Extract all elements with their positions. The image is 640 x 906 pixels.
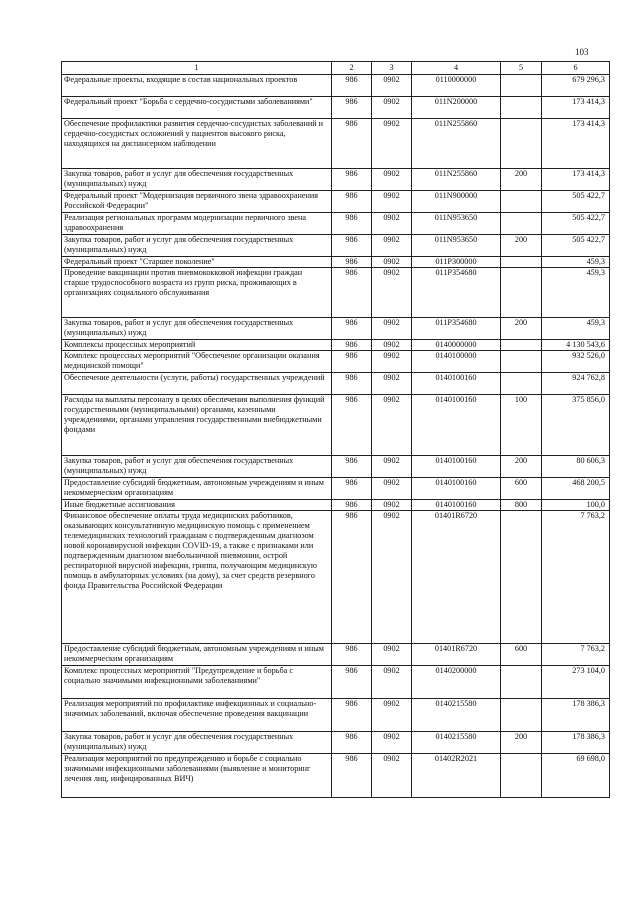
row-col-2: 986	[332, 191, 372, 213]
table-row	[62, 754, 610, 798]
table-row	[62, 666, 610, 699]
row-col-4: 011N255860	[412, 169, 501, 191]
row-col-2: 986	[332, 699, 372, 732]
row-col-6: 932 526,0	[542, 351, 610, 373]
row-col-2: 986	[332, 169, 372, 191]
column-header-3: 3	[372, 62, 412, 75]
row-col-5	[501, 75, 542, 97]
row-col-6: 178 386,3	[542, 732, 610, 754]
row-col-4: 0140100160	[412, 478, 501, 500]
column-header-4: 4	[412, 62, 501, 75]
row-col-4: 01402R2021	[412, 754, 501, 798]
row-col-5: 600	[501, 478, 542, 500]
row-col-2: 986	[332, 351, 372, 373]
row-col-3: 0902	[372, 395, 412, 456]
table-body	[62, 75, 610, 798]
row-col-6: 173 414,3	[542, 97, 610, 119]
row-col-3: 0902	[372, 318, 412, 340]
row-col-6: 178 386,3	[542, 699, 610, 732]
table-row	[62, 169, 610, 191]
row-col-2: 986	[332, 732, 372, 754]
row-col-6: 505 422,7	[542, 235, 610, 257]
row-col-4: 011N900000	[412, 191, 501, 213]
row-col-6: 4 130 543,6	[542, 340, 610, 351]
row-col-2: 986	[332, 500, 372, 511]
row-col-2: 986	[332, 340, 372, 351]
row-col-5	[501, 119, 542, 169]
row-col-4: 01401R6720	[412, 644, 501, 666]
row-col-6: 924 762,8	[542, 373, 610, 395]
row-col-3: 0902	[372, 644, 412, 666]
row-col-3: 0902	[372, 732, 412, 754]
row-col-5	[501, 511, 542, 644]
row-col-4: 0140100160	[412, 373, 501, 395]
row-col-3: 0902	[372, 666, 412, 699]
table-row	[62, 257, 610, 268]
row-col-5: 200	[501, 456, 542, 478]
row-name: Реализация мероприятий по предупреждению и борьбе с социально значимыми инфекционными заболеваниями (выявление и мониторинг лечения лиц, инфицированных ВИЧ)	[62, 754, 332, 798]
row-col-6: 505 422,7	[542, 213, 610, 235]
table-row	[62, 500, 610, 511]
row-col-4: 0110000000	[412, 75, 501, 97]
row-col-6: 7 763,2	[542, 644, 610, 666]
row-col-6: 173 414,3	[542, 169, 610, 191]
row-col-6: 679 296,3	[542, 75, 610, 97]
row-name: Закупка товаров, работ и услуг для обеспечения государственных (муниципальных) нужд	[62, 318, 332, 340]
row-col-4: 011P300000	[412, 257, 501, 268]
row-col-4: 01401R6720	[412, 511, 501, 644]
row-col-2: 986	[332, 75, 372, 97]
row-name: Комплексы процессных мероприятий	[62, 340, 332, 351]
row-name: Реализация региональных программ модернизации первичного звена здравоохранения	[62, 213, 332, 235]
row-name: Федеральный проект "Борьба с сердечно-сосудистыми заболеваниями"	[62, 97, 332, 119]
row-col-6: 468 200,5	[542, 478, 610, 500]
row-col-3: 0902	[372, 699, 412, 732]
row-col-3: 0902	[372, 257, 412, 268]
row-col-4: 011P354680	[412, 318, 501, 340]
row-col-4: 0140100160	[412, 456, 501, 478]
row-name: Комплекс процессных мероприятий "Обеспечение организации оказания медицинской помощи"	[62, 351, 332, 373]
row-col-2: 986	[332, 456, 372, 478]
row-col-6: 459,3	[542, 257, 610, 268]
table-row	[62, 191, 610, 213]
table-row	[62, 318, 610, 340]
row-col-4: 011N953650	[412, 235, 501, 257]
row-col-4: 011N200000	[412, 97, 501, 119]
row-col-3: 0902	[372, 511, 412, 644]
row-col-3: 0902	[372, 119, 412, 169]
row-col-5	[501, 213, 542, 235]
row-name: Комплекс процессных мероприятий "Предупреждение и борьба с социально значимыми инфекционными заболеваниями"	[62, 666, 332, 699]
row-col-3: 0902	[372, 191, 412, 213]
row-col-5: 800	[501, 500, 542, 511]
row-col-3: 0902	[372, 754, 412, 798]
row-col-4: 011N953650	[412, 213, 501, 235]
row-col-5: 200	[501, 235, 542, 257]
row-name: Проведение вакцинации против пневмококковой инфекции граждан старше трудоспособного возраста из групп риска, проживающих в организациях социального обслуживания	[62, 268, 332, 318]
row-col-5	[501, 373, 542, 395]
row-col-3: 0902	[372, 340, 412, 351]
row-col-6: 459,3	[542, 318, 610, 340]
row-name: Закупка товаров, работ и услуг для обеспечения государственных (муниципальных) нужд	[62, 456, 332, 478]
row-col-4: 0140200000	[412, 666, 501, 699]
table-row	[62, 235, 610, 257]
row-col-3: 0902	[372, 456, 412, 478]
column-header-2: 2	[332, 62, 372, 75]
row-col-5: 200	[501, 732, 542, 754]
row-col-2: 986	[332, 511, 372, 644]
budget-table	[61, 61, 610, 798]
row-col-4: 0140215580	[412, 732, 501, 754]
row-col-3: 0902	[372, 235, 412, 257]
row-col-5	[501, 699, 542, 732]
row-col-5	[501, 754, 542, 798]
row-col-6: 100,0	[542, 500, 610, 511]
row-col-6: 505 422,7	[542, 191, 610, 213]
row-col-3: 0902	[372, 97, 412, 119]
row-col-6: 273 104,0	[542, 666, 610, 699]
column-header-1: 1	[62, 62, 332, 75]
row-name: Закупка товаров, работ и услуг для обеспечения государственных (муниципальных) нужд	[62, 169, 332, 191]
row-name: Обеспечение профилактики развития сердечно-сосудистых заболеваний и сердечно-сосудистых осложнений у пациентов высокого риска, находящихся на диспансерном наблюдении	[62, 119, 332, 169]
row-col-3: 0902	[372, 373, 412, 395]
row-col-3: 0902	[372, 268, 412, 318]
row-col-5	[501, 351, 542, 373]
row-name: Федеральные проекты, входящие в состав национальных проектов	[62, 75, 332, 97]
row-name: Закупка товаров, работ и услуг для обеспечения государственных (муниципальных) нужд	[62, 235, 332, 257]
row-col-4: 0140100160	[412, 395, 501, 456]
row-col-2: 986	[332, 644, 372, 666]
table-row	[62, 732, 610, 754]
row-col-2: 986	[332, 318, 372, 340]
row-col-2: 986	[332, 373, 372, 395]
row-name: Обеспечение деятельности (услуги, работы) государственных учреждений	[62, 373, 332, 395]
row-name: Расходы на выплаты персоналу в целях обеспечения выполнения функций государственными (муниципальными) органами, казенными учреждениями, органами управления государственными внебюджетными фондами	[62, 395, 332, 456]
table-row	[62, 340, 610, 351]
table-row	[62, 478, 610, 500]
row-col-4: 0140100160	[412, 500, 501, 511]
row-name: Финансовое обеспечение оплаты труда медицинских работников, оказывающих консультативную медицинскую помощь с применением телемедицинских технологий гражданам с подтвержденным диагнозом новой коронавирусной инфекции COVID-19, а также с признаками или подтвержденным диагнозом внебольничной пневмонии, острой респираторной вирусной инфекции, гриппа, получающим медицинскую помощь в амбулаторных условиях (на дому), за счет средств резервного фонда Правительства Российской Федерации	[62, 511, 332, 644]
row-col-6: 173 414,3	[542, 119, 610, 169]
row-col-5: 200	[501, 318, 542, 340]
row-name: Реализация мероприятий по профилактике инфекционных и социально-значимых заболеваний, включая обеспечение проведения вакцинации	[62, 699, 332, 732]
table-row	[62, 699, 610, 732]
row-col-4: 0140215580	[412, 699, 501, 732]
row-name: Федеральный проект "Старшее поколение"	[62, 257, 332, 268]
row-col-2: 986	[332, 666, 372, 699]
row-col-3: 0902	[372, 351, 412, 373]
row-col-5: 600	[501, 644, 542, 666]
row-col-5	[501, 97, 542, 119]
column-header-6: 6	[542, 62, 610, 75]
row-name: Предоставление субсидий бюджетным, автономным учреждениям и иным некоммерческим организациям	[62, 644, 332, 666]
row-col-2: 986	[332, 97, 372, 119]
row-name: Закупка товаров, работ и услуг для обеспечения государственных (муниципальных) нужд	[62, 732, 332, 754]
table-row	[62, 268, 610, 318]
row-col-4: 011P354680	[412, 268, 501, 318]
row-col-6: 7 763,2	[542, 511, 610, 644]
row-col-5	[501, 340, 542, 351]
row-col-2: 986	[332, 213, 372, 235]
row-col-3: 0902	[372, 213, 412, 235]
table-row	[62, 97, 610, 119]
row-name: Предоставление субсидий бюджетным, автономным учреждениям и иным некоммерческим организациям	[62, 478, 332, 500]
row-col-6: 375 856,0	[542, 395, 610, 456]
row-col-2: 986	[332, 268, 372, 318]
row-col-5	[501, 666, 542, 699]
row-name: Иные бюджетные ассигнования	[62, 500, 332, 511]
table-row	[62, 644, 610, 666]
table-row	[62, 511, 610, 644]
row-col-6: 80 606,3	[542, 456, 610, 478]
row-col-2: 986	[332, 257, 372, 268]
row-col-3: 0902	[372, 500, 412, 511]
row-col-2: 986	[332, 754, 372, 798]
row-col-5: 200	[501, 169, 542, 191]
page-number: 103	[575, 47, 589, 57]
table-row	[62, 456, 610, 478]
row-col-4: 0140000000	[412, 340, 501, 351]
table-header-row	[62, 62, 610, 75]
table-row	[62, 395, 610, 456]
table-row	[62, 373, 610, 395]
row-col-4: 011N255860	[412, 119, 501, 169]
row-col-5	[501, 268, 542, 318]
row-col-6: 69 698,0	[542, 754, 610, 798]
table-row	[62, 119, 610, 169]
table-row	[62, 213, 610, 235]
table-row	[62, 75, 610, 97]
table-row	[62, 351, 610, 373]
row-col-5: 100	[501, 395, 542, 456]
row-col-4: 0140100000	[412, 351, 501, 373]
row-col-6: 459,3	[542, 268, 610, 318]
row-col-3: 0902	[372, 478, 412, 500]
row-name: Федеральный проект "Модернизация первичного звена здравоохранения Российской Федерации"	[62, 191, 332, 213]
row-col-2: 986	[332, 119, 372, 169]
row-col-5	[501, 257, 542, 268]
row-col-2: 986	[332, 395, 372, 456]
row-col-3: 0902	[372, 169, 412, 191]
row-col-3: 0902	[372, 75, 412, 97]
row-col-2: 986	[332, 478, 372, 500]
row-col-2: 986	[332, 235, 372, 257]
column-header-5: 5	[501, 62, 542, 75]
row-col-5	[501, 191, 542, 213]
